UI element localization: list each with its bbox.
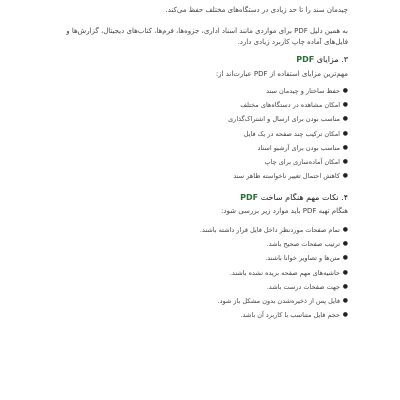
- tip-item: [56, 308, 348, 322]
- tip-item-text: متن‌ها و تصاویر خوانا باشند.: [265, 254, 340, 263]
- advantage-item: [56, 112, 348, 126]
- section-heading-tips-text: ۴. نکات مهم هنگام ساخت: [260, 193, 348, 202]
- advantage-item-text: مناسب بودن برای ارسال و اشتراک‌گذاری: [228, 115, 340, 124]
- advantage-item-text: کاهش احتمال تغییر ناخواسته ظاهر سند: [233, 172, 340, 181]
- bullet-icon: ●: [342, 268, 348, 276]
- tip-item: [56, 251, 348, 265]
- advantages-list: [56, 84, 348, 183]
- paragraph-layout-preserve: چیدمان سند را تا حد زیادی در دستگاه‌های مختلف حفظ می‌کند.: [165, 6, 348, 14]
- bullet-icon: ●: [342, 115, 348, 123]
- bullet-icon: ●: [342, 158, 348, 166]
- advantage-item-text: امکان ترکیب چند صفحه در یک فایل: [243, 129, 340, 138]
- tips-list: [56, 223, 348, 322]
- tip-item: [56, 294, 348, 308]
- bullet-icon: ●: [342, 101, 348, 109]
- tip-item-text: حجم فایل متناسب با کاربرد آن باشد.: [240, 311, 340, 320]
- bullet-icon: ●: [342, 87, 348, 94]
- tip-item-text: جهت صفحات درست باشد.: [266, 282, 340, 291]
- advantages-intro: مهم‌ترین مزایای استفاده از PDF عبارت‌اند از:: [215, 70, 348, 78]
- bullet-icon: ●: [342, 172, 348, 180]
- bullet-icon: ●: [342, 311, 348, 319]
- bullet-icon: ●: [342, 226, 348, 233]
- bullet-icon: ●: [342, 282, 348, 290]
- tip-item: [56, 223, 348, 237]
- section-heading-tips-tag: PDF: [240, 193, 259, 202]
- bullet-icon: ●: [342, 143, 348, 151]
- advantage-item: [56, 155, 348, 169]
- tips-intro: هنگام تهیه PDF باید موارد زیر بررسی شود:: [221, 207, 348, 215]
- advantage-item: [56, 169, 348, 183]
- advantage-item: [56, 127, 348, 141]
- tip-item: [56, 266, 348, 280]
- tip-item: [56, 280, 348, 294]
- section-heading-tips: [56, 192, 348, 204]
- tip-item-text: حاشیه‌های مهم صفحه بریده نشده باشند.: [229, 268, 340, 277]
- bullet-icon: ●: [342, 254, 348, 262]
- tip-item-text: فایل پس از ذخیره‌شدن بدون مشکل باز شود.: [217, 297, 340, 306]
- tip-item-text: تمام صفحات موردنظر داخل فایل قرار داشته باشند.: [199, 226, 340, 234]
- tip-item-text: ترتیب صفحات صحیح باشد.: [266, 240, 340, 249]
- tip-item: [56, 237, 348, 251]
- bullet-icon: ●: [342, 240, 348, 248]
- advantage-item: [56, 84, 348, 98]
- paragraph-pdf-usage: به همین دلیل PDF برای مواردی مانند اسناد اداری، جزوه‌ها، فرم‌ها، کتاب‌های دیجیتال، گزارش‌ها و فایل‌های آماده چاپ کاربرد زیادی دارد.: [66, 27, 348, 46]
- advantage-item-text: مناسب بودن برای آرشیو اسناد: [257, 143, 340, 152]
- advantage-item-text: امکان آماده‌سازی برای چاپ: [264, 158, 340, 167]
- section-heading-advantages-text: ۳. مزایای: [316, 55, 348, 64]
- advantage-item-text: حفظ ساختار و چیدمان سند: [266, 87, 340, 95]
- section-heading-advantages-tag: PDF: [296, 55, 315, 64]
- advantage-item: [56, 98, 348, 112]
- advantage-item: [56, 141, 348, 155]
- bullet-icon: ●: [342, 129, 348, 137]
- section-heading-advantages: [56, 54, 348, 66]
- advantage-item-text: امکان مشاهده در دستگاه‌های مختلف: [240, 101, 340, 110]
- bullet-icon: ●: [342, 297, 348, 305]
